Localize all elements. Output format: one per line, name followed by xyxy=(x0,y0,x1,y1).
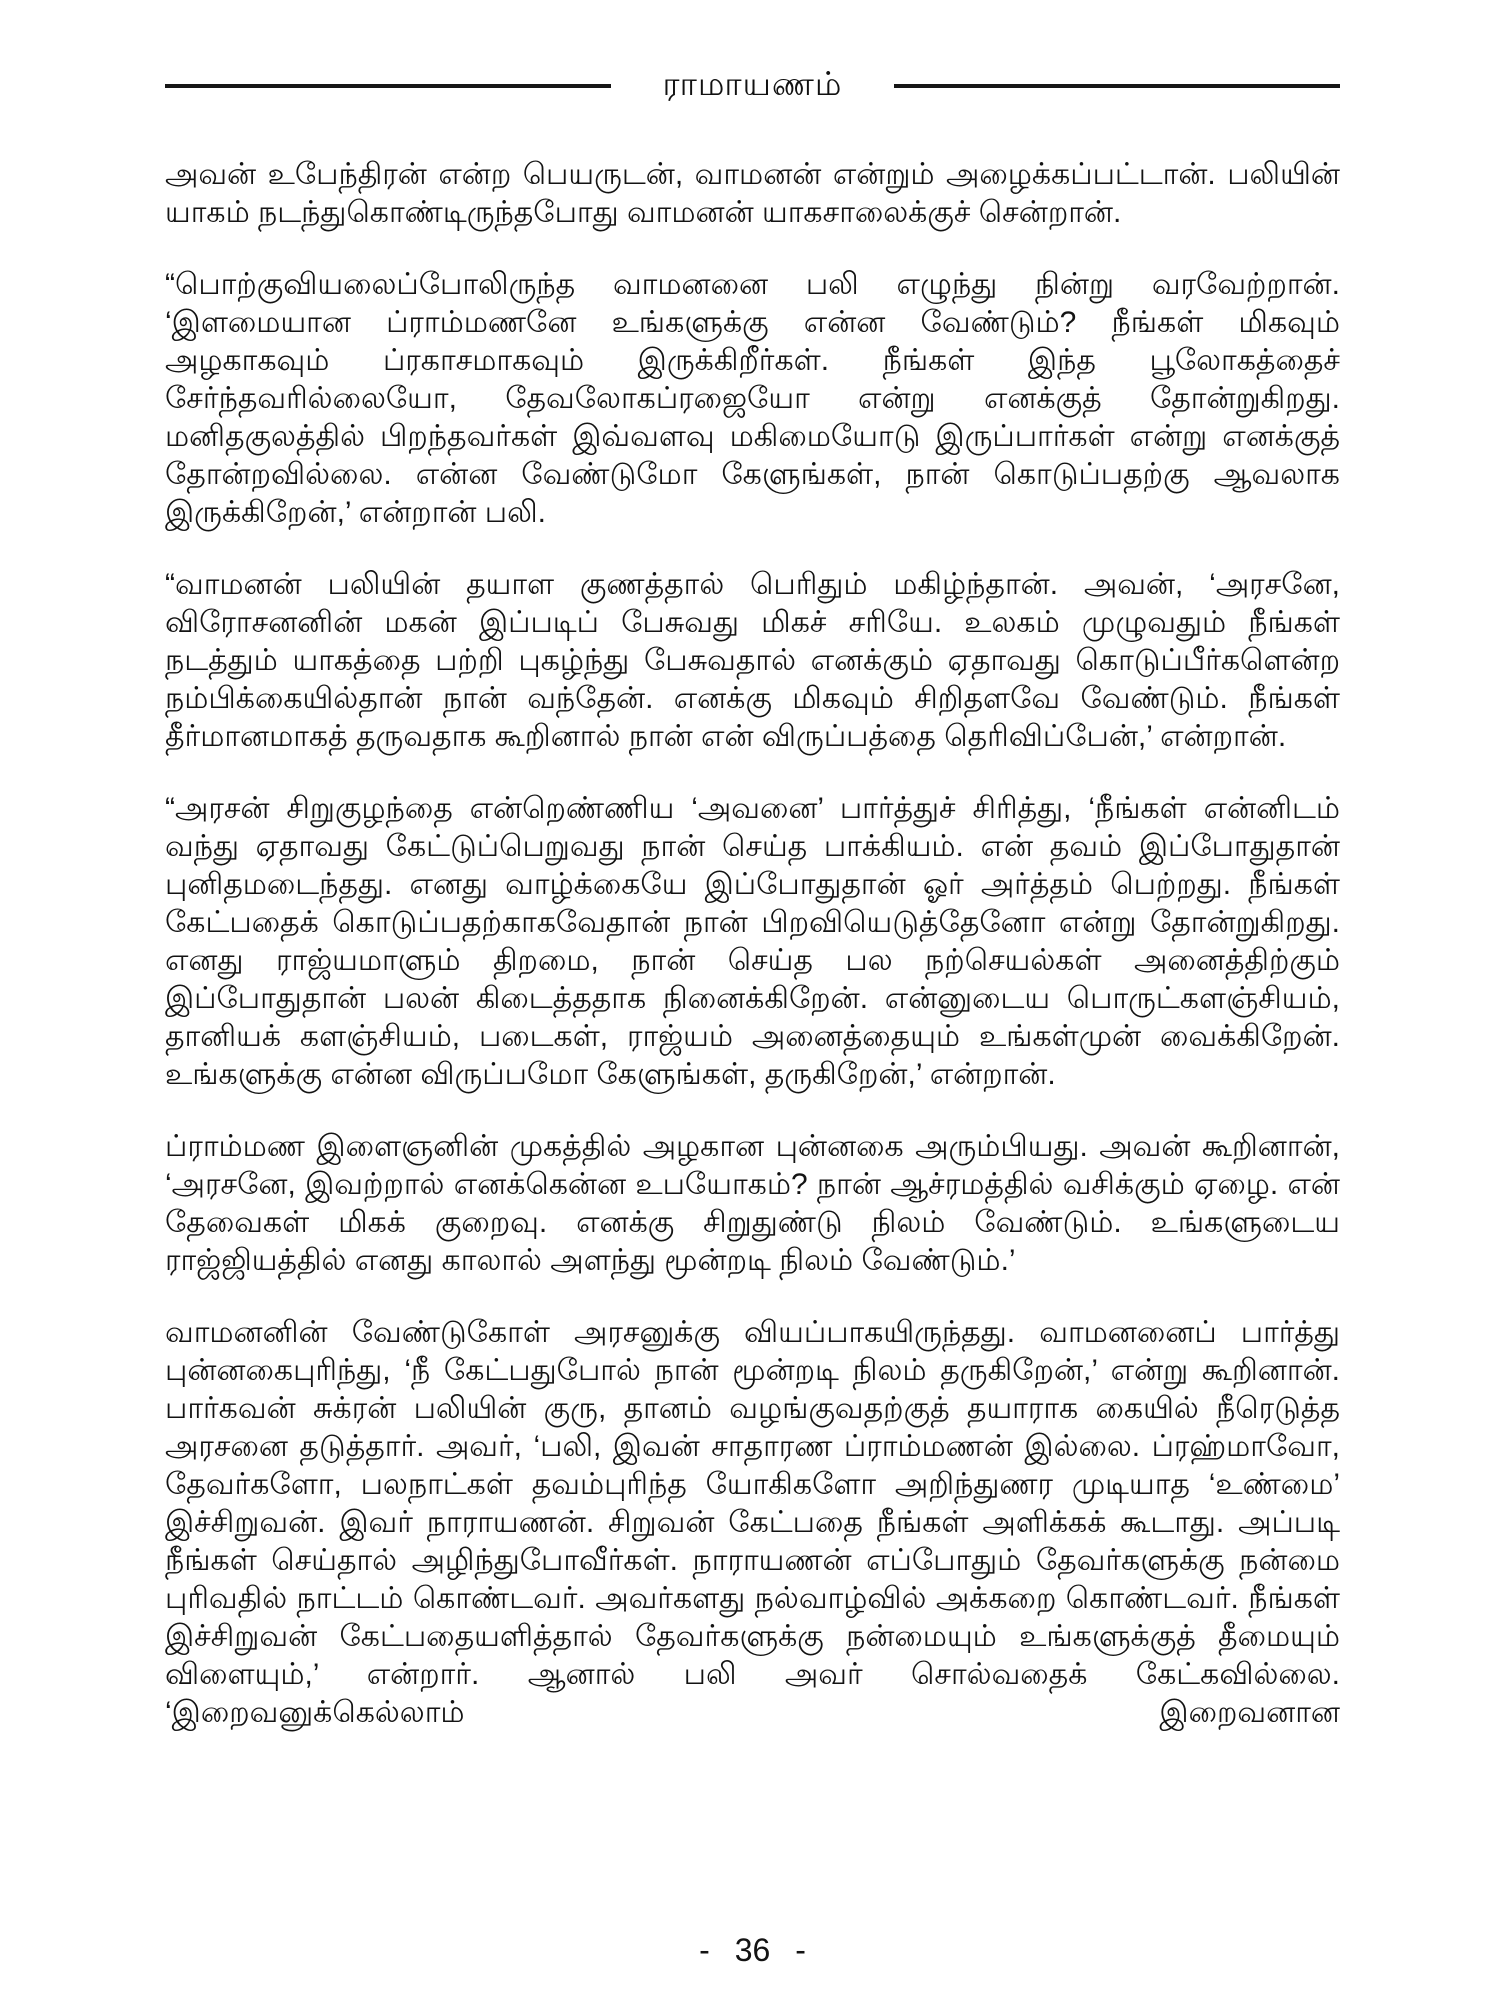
paragraph: அவன் உபேந்திரன் என்ற பெயருடன், வாமனன் என்றும் அழைக்கப்பட்டான். பலியின் யாகம் நடந்துகொண்டிருந்தபோது வாமனன் யாகசாலைக்குச் சென்றான். xyxy=(165,158,1340,229)
page-header xyxy=(165,62,1340,110)
paragraph: “அரசன் சிறுகுழந்தை என்றெண்ணிய ‘அவனை’ பார்த்துச் சிரித்து, ‘நீங்கள் என்னிடம் வந்து ஏதாவது கேட்டுப்பெறுவது நான் செய்த பாக்கியம். என் தவம் இப்போதுதான் புனிதமடைந்தது. எனது வாழ்க்கையே இப்போதுதான் ஓர் அர்த்தம் பெற்றது. நீங்கள் கேட்பதைக் கொடுப்பதற்காகவேதான் நான் பிறவியெடுத்தேனோ என்று தோன்றுகிறது. எனது ராஜ்யமாளும் திறமை, நான் செய்த பல நற்செயல்கள் அனைத்திற்கும் இப்போதுதான் பலன் கிடைத்ததாக நினைக்கிறேன். என்னுடைய பொருட்களஞ்சியம், தானியக் களஞ்சியம், படைகள், ராஜ்யம் அனைத்தையும் உங்கள்முன் வைக்கிறேன். உங்களுக்கு என்ன விருப்பமோ கேளுங்கள், தருகிறேன்,’ என்றான். xyxy=(165,792,1340,1091)
paragraph: “வாமனன் பலியின் தயாள குணத்தால் பெரிதும் மகிழ்ந்தான். அவன், ‘அரசனே, விரோசனனின் மகன் இப்படிப் பேசுவது மிகச் சரியே. உலகம் முழுவதும் நீங்கள் நடத்தும் யாகத்தை பற்றி புகழ்ந்து பேசுவதால் எனக்கும் ஏதாவது கொடுப்பீர்களென்ற நம்பிக்கையில்தான் நான் வந்தேன். எனக்கு மிகவும் சிறிதளவே வேண்டும். நீங்கள் தீர்மானமாகத் தருவதாக கூறினால் நான் என் விருப்பத்தை தெரிவிப்பேன்,’ என்றான். xyxy=(165,568,1340,753)
paragraph: வாமனனின் வேண்டுகோள் அரசனுக்கு வியப்பாகயிருந்தது. வாமனனைப் பார்த்து புன்னகைபுரிந்து, ‘நீ கேட்பதுபோல் நான் மூன்றடி நிலம் தருகிறேன்,’ என்று கூறினான். பார்கவன் சுக்ரன் பலியின் குரு, தானம் வழங்குவதற்குத் தயாராக கையில் நீரெடுத்த அரசனை தடுத்தார். அவர், ‘பலி, இவன் சாதாரண ப்ராம்மணன் இல்லை. ப்ரஹ்மாவோ, தேவர்களோ, பலநாட்கள் தவம்புரிந்த யோகிகளோ அறிந்துணர முடியாத ‘உண்மை’ இச்சிறுவன். இவர் நாராயணன். சிறுவன் கேட்பதை நீங்கள் அளிக்கக் கூடாது. அப்படி நீங்கள் செய்தால் அழிந்துபோவீர்கள். நாராயணன் எப்போதும் தேவர்களுக்கு நன்மை புரிவதில் நாட்டம் கொண்டவர். அவர்களது நல்வாழ்வில் அக்கறை கொண்டவர். நீங்கள் இச்சிறுவன் கேட்பதையளித்தால் தேவர்களுக்கு நன்மையும் உங்களுக்குத் தீமையும் விளையும்,’ என்றார். ஆனால் பலி அவர் சொல்வதைக் கேட்கவில்லை. ‘இறைவனுக்கெல்லாம் இறைவனான xyxy=(165,1316,1340,1729)
page-title: ராமாயணம் xyxy=(662,64,843,102)
header-rule-right xyxy=(894,84,1340,88)
page-body xyxy=(165,156,1340,1732)
page-number: - 36 - xyxy=(699,1932,806,1968)
paragraph: ப்ராம்மண இளைஞனின் முகத்தில் அழகான புன்னகை அரும்பியது. அவன் கூறினான், ‘அரசனே, இவற்றால் எனக்கென்ன உபயோகம்? நான் ஆச்ரமத்தில் வசிக்கும் ஏழை. என் தேவைகள் மிகக் குறைவு. எனக்கு சிறுதுண்டு நிலம் வேண்டும். உங்களுடைய ராஜ்ஜியத்தில் எனது காலால் அளந்து மூன்றடி நிலம் வேண்டும்.’ xyxy=(165,1130,1340,1277)
paragraph: “பொற்குவியலைப்போலிருந்த வாமனனை பலி எழுந்து நின்று வரவேற்றான். ‘இளமையான ப்ராம்மணனே உங்களுக்கு என்ன வேண்டும்? நீங்கள் மிகவும் அழகாகவும் ப்ரகாசமாகவும் இருக்கிறீர்கள். நீங்கள் இந்த பூலோகத்தைச் சேர்ந்தவரில்லையோ, தேவலோகப்ரஜையோ என்று எனக்குத் தோன்றுகிறது. மனிதகுலத்தில் பிறந்தவர்கள் இவ்வளவு மகிமையோடு இருப்பார்கள் என்று எனக்குத் தோன்றவில்லை. என்ன வேண்டுமோ கேளுங்கள், நான் கொடுப்பதற்கு ஆவலாக இருக்கிறேன்,’ என்றான் பலி. xyxy=(165,268,1340,529)
header-rule-left xyxy=(165,84,611,88)
